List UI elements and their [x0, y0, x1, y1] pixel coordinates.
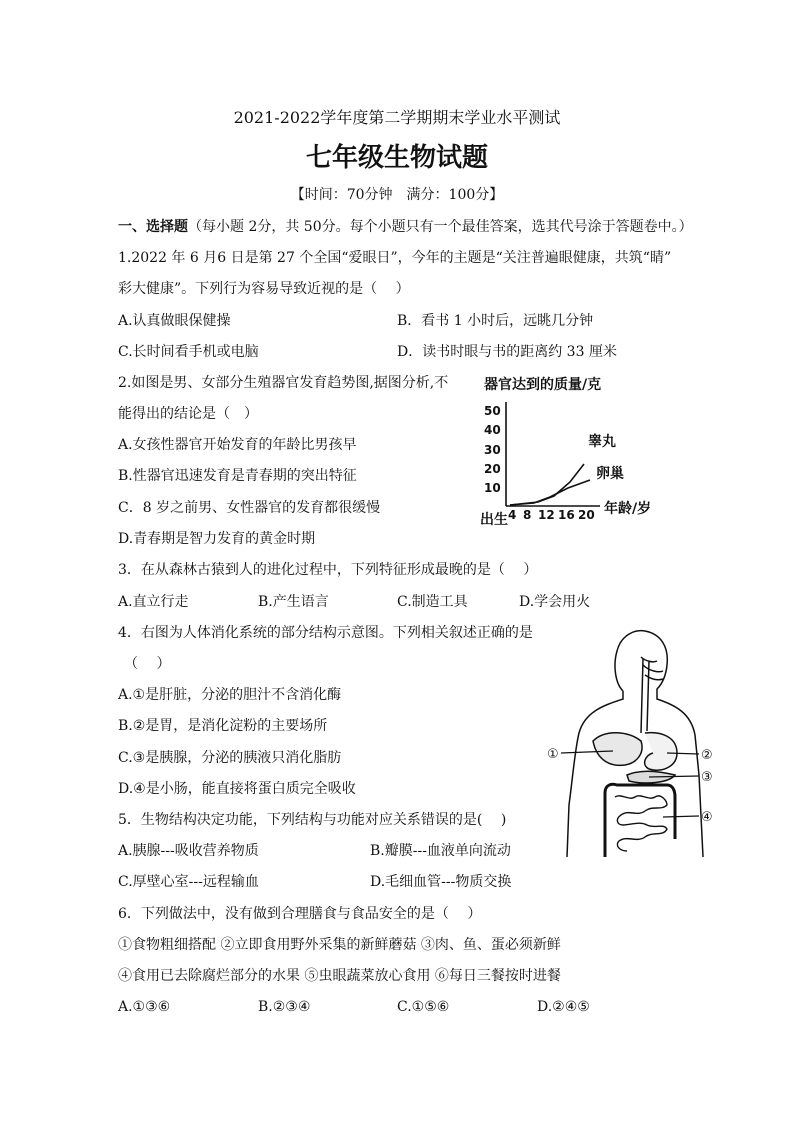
q2-x-tick-12: 12 [538, 508, 555, 522]
q4-stem-line1: 4．右图为人体消化系统的部分结构示意图。下列相关叙述正确的是 [118, 625, 533, 641]
q6-items-line1: ①食物粗细搭配 ②立即食用野外采集的新鲜蘑菇 ③肉、鱼、蛋必须新鲜 [118, 937, 561, 953]
q1-option-b: B．看书 1 小时后，远眺几分钟 [397, 313, 594, 329]
q2-figure-xlabel: 年龄/岁 [604, 501, 652, 517]
q1-option-d: D．读书时眼与书的距离约 33 厘米 [397, 344, 617, 360]
q6-option-b: B.②③④ [258, 999, 311, 1015]
q2-option-d: D.青春期是智力发育的黄金时期 [118, 531, 316, 547]
q4-large-intestine [605, 784, 675, 857]
q2-y-tick-40: 40 [484, 423, 501, 437]
q4-liver [593, 733, 642, 766]
exam-meta: 【时间：70分钟 满分：100分】 [290, 187, 504, 203]
q4-option-b: B.②是胃，是消化淀粉的主要场所 [118, 718, 328, 734]
q5-option-c: C.厚壁心室---远程输血 [118, 874, 259, 890]
q4-stomach [645, 733, 677, 771]
q2-stem-line1: 2.如图是男、女部分生殖器官发育趋势图,据图分析,不 [118, 375, 449, 391]
q1-option-c: C.长时间看手机或电脑 [118, 344, 259, 360]
q1-stem-line2: 彩大健康”。下列行为容易导致近视的是（ ） [118, 281, 410, 297]
q2-option-a: A.女孩性器官开始发育的年龄比男孩早 [118, 437, 357, 453]
q4-callout-3: ③ [701, 770, 713, 785]
q6-option-c: C.①⑤⑥ [397, 999, 450, 1015]
q4-stem-line2: （ ） [124, 656, 171, 672]
q4-esophagus [641, 659, 649, 733]
q4-callout-2: ② [701, 748, 713, 763]
q2-y-tick-30: 30 [484, 443, 501, 457]
q2-testis-label: 睾丸 [588, 434, 616, 450]
exam-title: 2021-2022学年度第二学期期末学业水平测试 [233, 108, 561, 127]
q1-option-a: A.认真做眼保健操 [118, 313, 231, 329]
q2-stem-line2: 能得出的结论是（ ） [118, 406, 258, 422]
q4-option-a: A.①是肝脏，分泌的胆汁不含消化酶 [118, 687, 342, 703]
q2-x-tick-20: 20 [578, 508, 595, 522]
q4-option-d: D.④是小肠，能直接将蛋白质完全吸收 [118, 781, 356, 797]
q6-items-line2: ④食用已去除腐烂部分的水果 ⑤虫眼蔬菜放心食用 ⑥每日三餐按时进餐 [118, 968, 561, 984]
q4-digestive-figure [545, 625, 725, 865]
q3-option-a: A.直立行走 [118, 594, 189, 610]
section-label: 一、选择题 [118, 219, 188, 235]
q2-ovary-label: 卵巢 [596, 466, 624, 482]
q4-pharynx [641, 657, 663, 680]
q5-option-d: D.毛细血管---物质交换 [370, 874, 512, 890]
q3-option-b: B.产生语言 [258, 594, 329, 610]
q2-growth-figure [478, 372, 688, 532]
q2-y-tick-20: 20 [484, 462, 501, 476]
q6-option-d: D.②④⑤ [537, 999, 590, 1015]
q2-x-tick-4: 4 [508, 508, 517, 522]
q2-option-c: C．8 岁之前男、女性器官的发育都很缓慢 [118, 500, 381, 516]
q4-pointer-4 [663, 816, 699, 817]
subject-title: 七年级生物试题 [305, 143, 488, 173]
q2-ovary-curve [510, 480, 590, 505]
q2-figure-ylabel: 器官达到的质量/克 [484, 377, 602, 393]
q2-origin-label: 出生 [480, 512, 508, 528]
q3-stem: 3．在从森林古猿到人的进化过程中，下列特征形成最晚的是（ ） [118, 562, 538, 578]
q3-option-d: D.学会用火 [519, 594, 591, 610]
section-header [118, 217, 693, 237]
q1-stem-line1: 1.2022 年 6 月6 日是第 27 个全国“爱眼日”，今年的主题是“关注普遍眼健康，共筑“睛” [118, 250, 672, 266]
q5-stem: 5．生物结构决定功能，下列结构与功能对应关系错误的是( ) [118, 812, 507, 828]
q2-option-b: B.性器官迅速发育是青春期的突出特征 [118, 468, 357, 484]
q2-y-tick-10: 10 [484, 481, 501, 495]
q4-callout-4: ④ [701, 810, 713, 825]
section-note: （每小题 2分，共 50分。每个小题只有一个最佳答案，选其代号涂于答题卷中。） [188, 219, 693, 235]
q2-x-tick-16: 16 [558, 508, 575, 522]
q6-option-a: A.①③⑥ [118, 999, 171, 1015]
q5-option-b: B.瓣膜---血液单向流动 [370, 843, 511, 859]
q6-stem: 6．下列做法中，没有做到合理膳食与食品安全的是（ ） [118, 906, 482, 922]
q3-option-c: C.制造工具 [397, 594, 468, 610]
q2-x-tick-8: 8 [523, 508, 532, 522]
q4-callout-1: ① [547, 747, 559, 762]
q4-small-intestine [615, 796, 667, 851]
q4-option-c: C.③是胰腺，分泌的胰液只消化脂肪 [118, 750, 342, 766]
q5-option-a: A.胰腺---吸收营养物质 [118, 843, 259, 859]
q2-y-tick-50: 50 [484, 404, 501, 418]
